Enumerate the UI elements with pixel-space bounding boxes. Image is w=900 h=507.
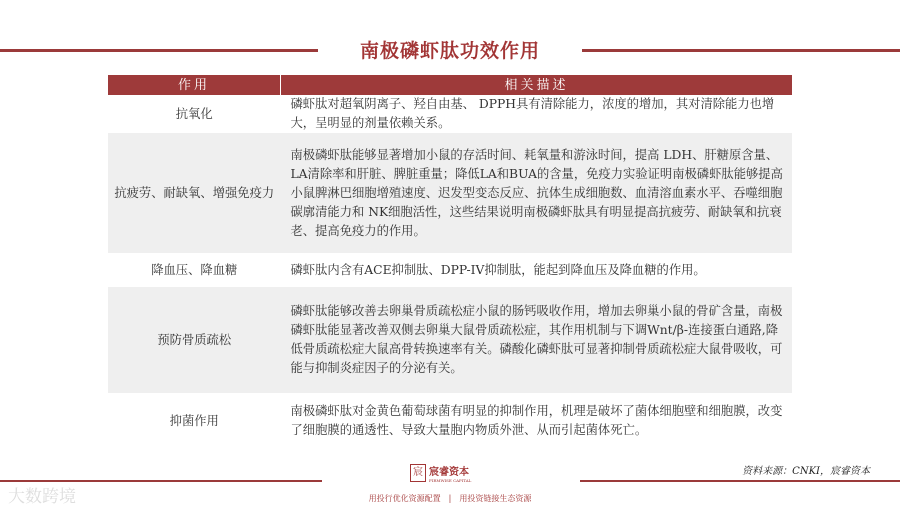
table-row — [108, 95, 792, 133]
description-cell: 磷虾肽对超氧阴离子、羟自由基、 DPPH具有清除能力，浓度的增加，其对清除能力也增大，呈明显的剂量依赖关系。 — [290, 97, 775, 130]
effect-cell: 抗疲劳、耐缺氧、增强免疫力 — [108, 133, 281, 253]
footer-slogan: 用投行优化资源配置 | 用投资链接生态资源 — [368, 494, 532, 503]
effect-cell: 预防骨质疏松 — [108, 287, 281, 393]
effect-cell: 抑菌作用 — [169, 413, 219, 428]
description-cell: 南极磷虾肽能够显著增加小鼠的存活时间、耗氧量和游泳时间，提高 LDH、肝糖原含量、LA清除率和肝脏、脾脏重量；降低LA和BUA的含量，免疫力实验证明南极磷虾肽能够提高小鼠脾淋巴细胞增殖速度、迟发型变态反应、抗体生成细胞数、血清溶血素水平、吞噬细胞碳廓清能力和 NK细胞活性，这些结果说明南极磷虾肽具有明显提高抗疲劳、耐缺氧和抗衰老、提高免疫力的作用。 — [281, 133, 793, 253]
table-header — [108, 75, 792, 95]
footer-rule-right — [580, 480, 900, 482]
company-logo — [410, 463, 471, 483]
logo-seal-icon: 宸 — [410, 464, 426, 482]
logo-name: 宸睿资本 — [429, 467, 469, 478]
table-row — [108, 287, 792, 393]
watermark: 大数跨境 — [8, 487, 76, 507]
effect-cell: 抗氧化 — [175, 106, 213, 121]
effects-table — [108, 75, 792, 449]
effect-cell: 降血压、降血糖 — [151, 262, 238, 277]
table-row — [108, 253, 792, 287]
source-note: 资料来源：CNKI，宸睿资本 — [742, 466, 870, 477]
description-cell: 南极磷虾肽对金黄色葡萄球菌有明显的抑制作用，机理是破坏了菌体细胞壁和细胞膜，改变了细胞膜的通透性、导致大量胞内物质外泄、从而引起菌体死亡。 — [290, 404, 783, 437]
description-cell: 磷虾肽内含有ACE抑制肽、DPP-IV抑制肽，能起到降血压及降血糖的作用。 — [290, 262, 706, 277]
table-row — [108, 393, 792, 449]
header-description: 相关描述 — [281, 75, 793, 95]
page-title: 南极磷虾肽功效作用 — [359, 40, 540, 62]
header-effect: 作用 — [108, 75, 281, 95]
table-row — [108, 133, 792, 253]
logo-subtitle: FIRMWISE CAPITAL — [429, 478, 472, 483]
description-cell: 磷虾肽能够改善去卵巢骨质疏松症小鼠的肠钙吸收作用，增加去卵巢小鼠的骨矿含量，南极磷虾肽能显著改善双侧去卵巢大鼠骨质疏松症，其作用机制与下调Wnt/β-连接蛋白通路,降低骨质疏松症大鼠高骨转换速率有关。磷酸化磷虾肽可显著抑制骨质疏松症大鼠骨吸收，可能与抑制炎症因子的分泌有关。 — [281, 287, 793, 393]
